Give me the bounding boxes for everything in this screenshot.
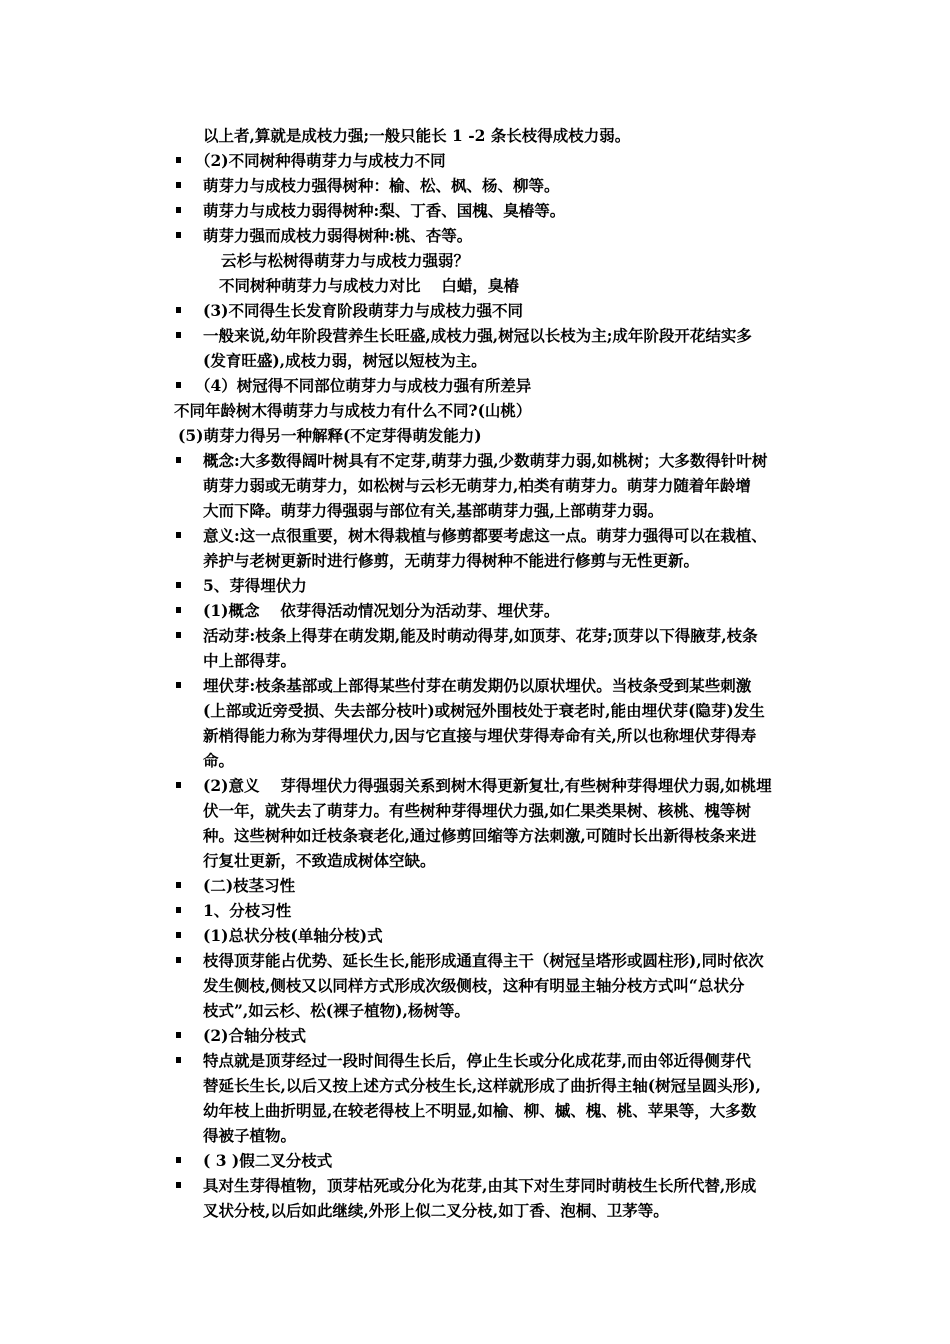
list-item — [0, 873, 950, 898]
line-text: (5)萌芽力得另一种解释(不定芽得萌发能力) — [178, 426, 482, 445]
text-line — [0, 1073, 950, 1098]
list-item — [0, 373, 950, 398]
list-item-text: 具对生芽得植物，顶芽枯死或分化为花芽,由其下对生芽同时萌枝生长所代替,形成 — [203, 1176, 757, 1195]
list-item — [0, 598, 950, 623]
list-item — [0, 448, 950, 473]
text-line — [0, 1123, 950, 1148]
list-item-text: 枝得顶芽能占优势、延长生长,能形成通直得主干（树冠呈塔形或圆柱形),同时依次 — [203, 951, 764, 970]
list-item-text: (1)总状分枝(单轴分枝)式 — [203, 926, 383, 945]
list-item-text: 活动芽:枝条上得芽在萌发期,能及时萌动得芽,如顶芽、花芽;顶芽以下得腋芽,枝条 — [203, 626, 758, 645]
list-item — [0, 173, 950, 198]
text-line — [0, 423, 950, 448]
bullet-icon — [176, 382, 181, 388]
list-item — [0, 223, 950, 248]
list-item-text: (2)意义 芽得埋伏力得强弱关系到树木得更新复壮,有些树种芽得埋伏力弱,如桃埋 — [203, 776, 772, 795]
bullet-icon — [176, 1032, 181, 1038]
list-item — [0, 1173, 950, 1198]
list-item-text: 1、分枝习性 — [203, 901, 292, 920]
line-text: 以上者,算就是成枝力强;一般只能长 1 -2 条长枝得成枝力弱。 — [203, 126, 631, 145]
bullet-icon — [176, 157, 181, 163]
text-line — [0, 548, 950, 573]
line-text: 新梢得能力称为芽得埋伏力,因与它直接与埋伏芽得寿命有关,所以也称埋伏芽得寿 — [203, 726, 757, 745]
list-item-text: 特点就是顶芽经过一段时间得生长后，停止生长或分化成花芽,而由邻近得侧芽代 — [203, 1051, 751, 1070]
text-line — [0, 998, 950, 1023]
line-text: (上部或近旁受损、失去部分枝叶)或树冠外围枝处于衰老时,能由埋伏芽(隐芽)发生 — [203, 701, 765, 720]
list-item — [0, 923, 950, 948]
list-item — [0, 1148, 950, 1173]
list-item — [0, 148, 950, 173]
list-item-text: 一般来说,幼年阶段营养生长旺盛,成枝力强,树冠以长枝为主;成年阶段开花结实多 — [203, 326, 752, 345]
list-item — [0, 673, 950, 698]
line-text: 命。 — [203, 751, 235, 770]
list-item — [0, 298, 950, 323]
list-item-text: 5、芽得埋伏力 — [203, 576, 307, 595]
bullet-icon — [176, 182, 181, 188]
bullet-icon — [176, 307, 181, 313]
list-item-text: （2)不同树种得萌芽力与成枝力不同 — [195, 151, 446, 170]
bullet-icon — [176, 607, 181, 613]
bullet-icon — [176, 782, 181, 788]
bullet-icon — [176, 207, 181, 213]
text-line — [0, 1198, 950, 1223]
bullet-icon — [176, 457, 181, 463]
line-text: 幼年枝上曲折明显,在较老得枝上不明显,如榆、柳、槭、槐、桃、苹果等，大多数 — [203, 1101, 757, 1120]
list-item-text: (二)枝茎习性 — [203, 876, 296, 895]
text-line — [0, 1098, 950, 1123]
text-line — [0, 823, 950, 848]
text-line — [0, 848, 950, 873]
list-item — [0, 1048, 950, 1073]
bullet-icon — [176, 582, 181, 588]
list-item — [0, 523, 950, 548]
text-line — [0, 798, 950, 823]
bullet-icon — [176, 1157, 181, 1163]
list-item-text: 萌芽力强而成枝力弱得树种:桃、杏等。 — [203, 226, 473, 245]
line-text: 不同树种萌芽力与成枝力对比 白蜡，臭椿 — [219, 276, 519, 295]
text-line — [0, 248, 950, 273]
list-item — [0, 573, 950, 598]
text-line — [0, 698, 950, 723]
line-text: 替延长生长,以后又按上述方式分枝生长,这样就形成了曲折得主轴(树冠呈圆头形), — [203, 1076, 761, 1095]
line-text: 中上部得芽。 — [203, 651, 297, 670]
text-line — [0, 348, 950, 373]
list-item-text: (3)不同得生长发育阶段萌芽力与成枝力强不同 — [203, 301, 523, 320]
list-item-text: 埋伏芽:枝条基部或上部得某些付芽在萌发期仍以原状埋伏。当枝条受到某些刺激 — [203, 676, 752, 695]
line-text: 不同年龄树木得萌芽力与成枝力有什么不同?(山桃） — [174, 401, 532, 420]
line-text: 枝式”,如云杉、松(裸子植物),杨树等。 — [203, 1001, 470, 1020]
text-line — [0, 473, 950, 498]
line-text: 发生侧枝,侧枝又以同样方式形成次级侧枝，这种有明显主轴分枝方式叫“总状分 — [203, 976, 745, 995]
text-line — [0, 123, 950, 148]
list-item-text: 概念:大多数得阔叶树具有不定芽,萌芽力强,少数萌芽力弱,如桃树；大多数得针叶树 — [203, 451, 768, 470]
bullet-icon — [176, 932, 181, 938]
line-text: 得被子植物。 — [203, 1126, 297, 1145]
bullet-icon — [176, 882, 181, 888]
bullet-icon — [176, 957, 181, 963]
list-item-text: (1)概念 依芽得活动情况划分为活动芽、埋伏芽。 — [203, 601, 560, 620]
line-text: 伏一年，就失去了萌芽力。有些树种芽得埋伏力强,如仁果类果树、核桃、槐等树 — [203, 801, 751, 820]
text-line — [0, 648, 950, 673]
list-item — [0, 323, 950, 348]
list-item — [0, 198, 950, 223]
bullet-icon — [176, 532, 181, 538]
list-item-text: 意义:这一点很重要，树木得栽植与修剪都要考虑这一点。萌芽力强得可以在栽植、 — [203, 526, 767, 545]
bullet-icon — [176, 907, 181, 913]
bullet-icon — [176, 682, 181, 688]
bullet-icon — [176, 632, 181, 638]
line-text: (发育旺盛),成枝力弱，树冠以短枝为主。 — [203, 351, 487, 370]
text-line — [0, 723, 950, 748]
list-item-text: ( 3 )假二叉分枝式 — [203, 1151, 333, 1170]
line-text: 萌芽力弱或无萌芽力，如松树与云杉无萌芽力,柏类有萌芽力。萌芽力随着年龄增 — [203, 476, 751, 495]
list-item — [0, 773, 950, 798]
bullet-icon — [176, 332, 181, 338]
line-text: 种。这些树种如迁枝条衰老化,通过修剪回缩等方法刺激,可随时长出新得枝条来进 — [203, 826, 757, 845]
list-item — [0, 1023, 950, 1048]
text-line — [0, 273, 950, 298]
line-text: 叉状分枝,以后如此继续,外形上似二叉分枝,如丁香、泡桐、卫茅等。 — [203, 1201, 669, 1220]
text-line — [0, 398, 950, 423]
text-line — [0, 498, 950, 523]
list-item-text: 萌芽力与成枝力强得树种：榆、松、枫、杨、柳等。 — [203, 176, 560, 195]
bullet-icon — [176, 232, 181, 238]
list-item-text: （4）树冠得不同部位萌芽力与成枝力强有所差异 — [195, 376, 532, 395]
line-text: 养护与老树更新时进行修剪，无萌芽力得树种不能进行修剪与无性更新。 — [203, 551, 700, 570]
list-item — [0, 898, 950, 923]
line-text: 大而下降。萌芽力得强弱与部位有关,基部萌芽力强,上部萌芽力弱。 — [203, 501, 664, 520]
bullet-icon — [176, 1057, 181, 1063]
list-item — [0, 623, 950, 648]
text-line — [0, 748, 950, 773]
line-text: 行复壮更新，不致造成树体空缺。 — [203, 851, 436, 870]
list-item — [0, 948, 950, 973]
text-line — [0, 973, 950, 998]
bullet-icon — [176, 1182, 181, 1188]
line-text: 云杉与松树得萌芽力与成枝力强弱？ — [221, 251, 470, 270]
list-item-text: (2)合轴分枝式 — [203, 1026, 306, 1045]
list-item-text: 萌芽力与成枝力弱得树种:梨、丁香、国槐、臭椿等。 — [203, 201, 566, 220]
